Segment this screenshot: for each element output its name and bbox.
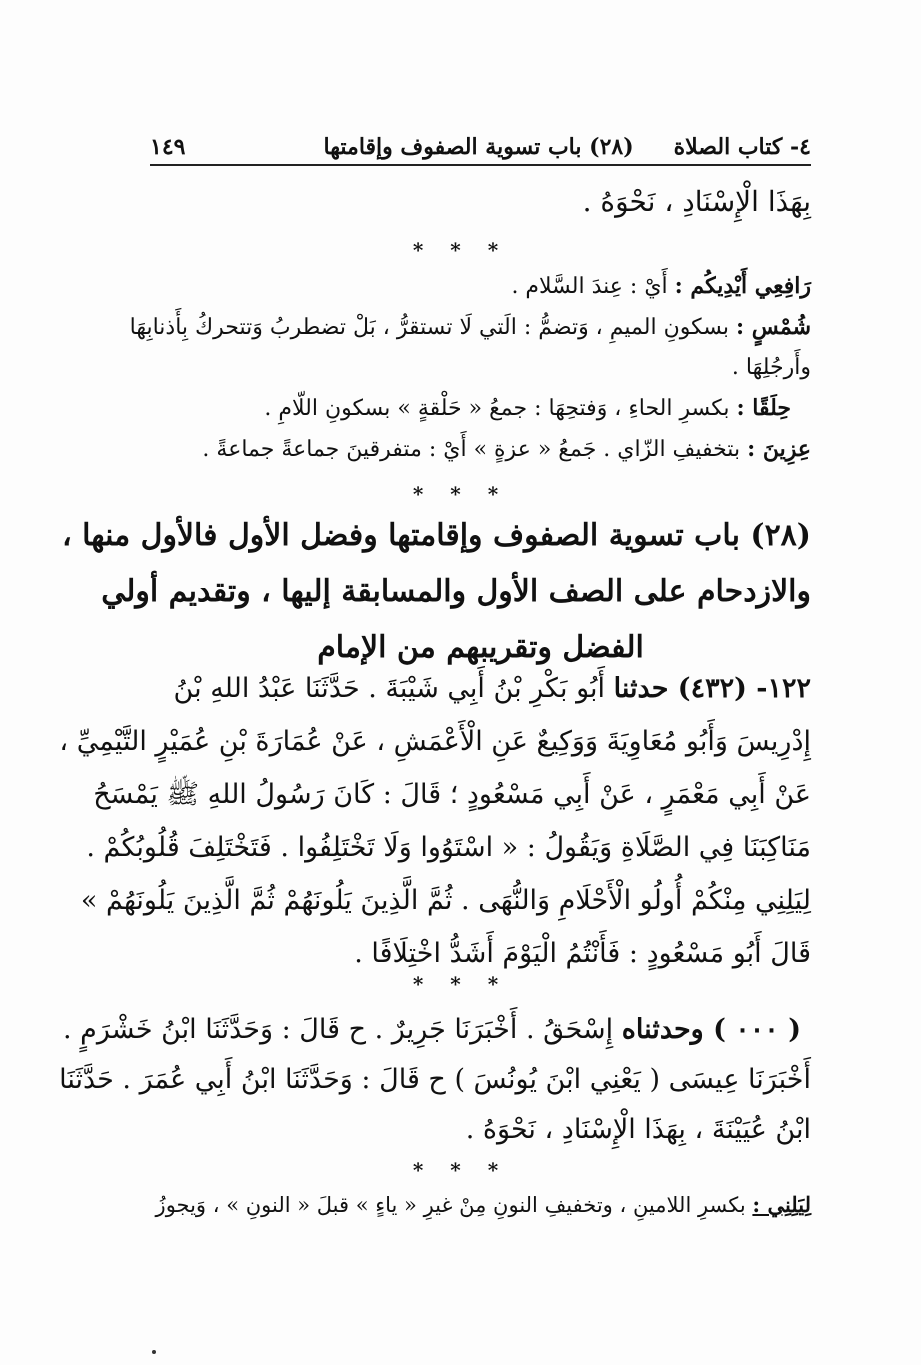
note-text: بكسرِ الحاءِ ، وَفتحِهَا : جمعُ « حَلْقةٍ » بسكونِ اللّامِ .: [264, 396, 730, 421]
note-term: رَافِعِي أَيْدِيكُم :: [674, 273, 811, 299]
hadith-line: لِيَلِنِي مِنْكُمْ أُولُو الْأَحْلَامِ وَالنُّهَى . ثُمَّ الَّذِينَ يَلُونَهُمْ ثُمَّ الَّذِينَ يَلُونَهُمْ »: [80, 885, 811, 916]
note-item: [155, 429, 811, 470]
hadith-variant: [59, 1005, 811, 1155]
note-term: حِلَقًا :: [736, 395, 791, 421]
footnote: [155, 1186, 811, 1224]
hadith-line: أَخْبَرَنَا عِيسَى ( يَعْنِي ابْنَ يُونُسَ ) ح قَالَ : وَحَدَّثَنَا ابْنُ أَبِي عُمَرَ . حَدَّثَنَا: [59, 1064, 811, 1095]
separator-stars: * * *: [412, 482, 509, 506]
separator-stars: * * *: [412, 972, 509, 996]
hadith-line: إِدْرِيسَ وَأَبُو مُعَاوِيَةَ وَوَكِيعٌ عَنِ الْأَعْمَشِ ، عَنْ عُمَارَةَ بْنِ عُمَيْرٍ التَّيْمِيِّ ،: [59, 726, 811, 757]
text-line: بِهَذَا الْإِسْنَادِ ، نَحْوَهُ .: [582, 185, 811, 218]
hadith-line: ابْنُ عُيَيْنَةَ ، بِهَذَا الْإِسْنَادِ ، نَحْوَهُ .: [465, 1114, 811, 1145]
glossary-notes: [129, 266, 811, 470]
footnote-line: [155, 1186, 811, 1224]
chapter-heading-line: (٢٨) باب تسوية الصفوف وإقامتها وفضل الأول فالأول منها ،: [61, 518, 811, 553]
hadith-line: قَالَ أَبُو مَسْعُودٍ : فَأَنْتُمُ الْيَوْمَ أَشَدُّ اخْتِلَافًا .: [354, 938, 811, 969]
book-title: ٤- كتاب الصلاة: [673, 134, 811, 160]
hadith-line: [62, 1005, 811, 1055]
header-divider: [150, 164, 811, 166]
separator-stars: * * *: [412, 1158, 509, 1182]
hadith-line: [155, 662, 811, 715]
hadith-text: أَبُو بَكْرِ بْنُ أَبِي شَيْبَةَ . حَدَّثَنَا عَبْدُ اللهِ بْنُ: [173, 673, 606, 704]
hadith-number: ( ٠٠٠ ) وحدثناه: [621, 1014, 801, 1045]
note-item: [155, 266, 811, 307]
note-text: بتخفيفِ الزّاي . جَمعُ « عزةٍ » أَيْ : متفرقينَ جماعةً جماعةً .: [202, 437, 741, 462]
chapter-heading-line: الفضل وتقريبهم من الإمام: [317, 630, 644, 665]
hadith-line: عَنْ أَبِي مَعْمَرٍ ، عَنْ أَبِي مَسْعُودٍ ؛ قَالَ : كَانَ رَسُولُ اللهِ ﷺ يَمْسَحُ: [93, 779, 811, 810]
footnote-text: بكسرِ اللامينِ ، وتخفيفِ النونِ مِنْ غيرِ « ياءٍ » قبلَ « النونِ » ، وَيجوزُ: [155, 1193, 746, 1217]
note-item: [155, 388, 811, 429]
note-text: بسكونِ الميمِ ، وَتضمُّ : الَتي لَا تستقرُّ ، بَلْ تضطربُ وَتتحركُ بِأَذنابِهَا: [129, 315, 730, 340]
note-item: [129, 307, 811, 348]
chapter-heading-line: والازدحام على الصف الأول والمسابقة إليها ، وتقديم أولي: [101, 574, 811, 609]
running-header: [150, 120, 811, 160]
note-term: عِزِينَ :: [747, 436, 811, 462]
hadith-text: إِسْحَقُ . أَخْبَرَنَا جَرِيرٌ . ح قَالَ : وَحَدَّثَنَا ابْنُ خَشْرَمٍ .: [62, 1014, 614, 1045]
hadith-line: مَنَاكِبَنَا فِي الصَّلَاةِ وَيَقُولُ : « اسْتَوُوا وَلَا تَخْتَلِفُوا . فَتَخْتَلِفَ قُلُوبُكُمْ .: [86, 832, 811, 863]
note-term: شُمْسٍ :: [736, 314, 811, 340]
chapter-running-title: (٢٨) باب تسوية الصفوف وإقامتها: [323, 134, 634, 160]
hadith-122: [59, 662, 811, 980]
note-text: أَيْ : عِندَ السَّلام .: [511, 274, 668, 299]
chapter-heading: [61, 508, 811, 676]
continued-text: [155, 180, 811, 224]
page-number: ١٤٩: [150, 134, 186, 160]
footnote-term: لِيَلِنِي :: [752, 1192, 811, 1217]
separator-stars: * * *: [412, 238, 509, 262]
scan-speck: [152, 1350, 156, 1354]
hadith-number: ١٢٢- (٤٣٢) حدثنا: [613, 673, 811, 704]
note-text: وأَرجُلِهَا .: [731, 355, 811, 380]
